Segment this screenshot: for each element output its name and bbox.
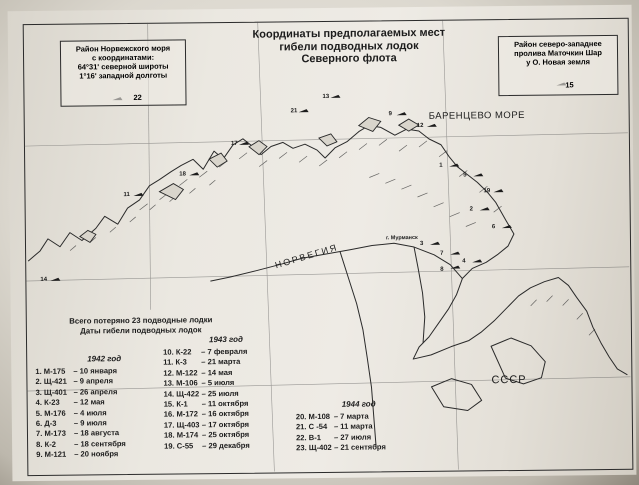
inset-norwegian-line1: Район Норвежского моря: [75, 43, 171, 54]
inset-matochkin-shar: [498, 35, 619, 96]
loss-entry-date: – 9 июля: [73, 418, 107, 428]
map-title-line1: Координаты предполагаемых мест: [252, 26, 446, 41]
grid-line: [25, 267, 629, 281]
loss-entry-submarine: 11. К-3: [163, 357, 187, 368]
islands: [79, 117, 420, 243]
loss-marker: [462, 258, 482, 264]
loss-entry-submarine: 10. К-22: [163, 347, 192, 357]
ussr-border: [414, 247, 425, 343]
svg-text:7: 7: [440, 250, 444, 257]
loss-marker: [463, 172, 483, 178]
svg-text:21: 21: [290, 108, 298, 115]
svg-text:12: 12: [416, 122, 424, 130]
map-title: [214, 26, 484, 66]
loss-marker: [291, 108, 309, 114]
inset-norwegian-line4: 1°16' западной долготы: [79, 70, 168, 81]
loss-entry-date: – 18 сентября: [74, 438, 126, 449]
loss-entry: [296, 443, 386, 454]
svg-text:1: 1: [439, 162, 443, 169]
loss-entry-date: – 4 июля: [73, 407, 107, 418]
inset-norwegian-line3: 64°31' северной широты: [77, 61, 169, 72]
loss-entry-date: – 18 августа: [73, 428, 120, 438]
lake: [431, 378, 481, 411]
inset-norwegian-marker: 22: [133, 92, 142, 102]
svg-text:17: 17: [230, 140, 238, 147]
label-murmansk: г. Мурманск: [385, 234, 418, 242]
inset-norwegian-line2: с координатами:: [91, 52, 155, 63]
loss-entry-date: – 10 января: [73, 366, 118, 376]
loss-entry-submarine: 12. М-122: [163, 368, 198, 378]
svg-text:9: 9: [388, 111, 393, 118]
svg-text:2: 2: [469, 206, 474, 213]
loss-marker: [440, 251, 460, 257]
loss-entry: [164, 440, 250, 451]
inset-norwegian-sea: [60, 39, 187, 106]
book-page: [8, 5, 637, 482]
loss-marker: [40, 277, 60, 283]
loss-entry: [36, 449, 126, 460]
losses-summary-line2: Даты гибели подводных лодок: [80, 324, 202, 336]
loss-entry-submarine: 6. Д-3: [35, 418, 57, 428]
loss-entry-submarine: 20. М-108: [295, 411, 331, 422]
svg-text:14: 14: [40, 276, 48, 283]
loss-entry-date: – 7 февраля: [201, 346, 248, 357]
loss-entry-date: – 25 октября: [201, 429, 250, 440]
loss-entry-date: – 11 октября: [201, 398, 249, 409]
loss-marker: [389, 111, 407, 117]
loss-entry-date: – 5 июля: [201, 378, 235, 388]
svg-text:19: 19: [483, 188, 491, 195]
loss-entry-date: – 11 марта: [333, 421, 373, 432]
losses-list-1944: [296, 411, 386, 453]
loss-entry-submarine: 23. Щ-402: [296, 443, 332, 453]
losses-list-1943: [163, 347, 250, 452]
svg-text:8: 8: [440, 266, 444, 273]
loss-marker: [179, 171, 199, 177]
inset-matochkin-line3: у О. Новая земля: [526, 57, 591, 67]
loss-entry-date: – 27 июля: [333, 432, 372, 442]
loss-marker: [123, 192, 143, 198]
loss-marker: [440, 266, 460, 273]
loss-entry-submarine: 2. Щ-421: [35, 377, 67, 387]
loss-marker: [420, 241, 440, 247]
loss-entry-submarine: 9. М-121: [36, 449, 67, 460]
loss-entry-submarine: 4. К-23: [35, 397, 60, 408]
island: [249, 141, 267, 155]
loss-entry-submarine: 19. С-55: [164, 440, 194, 451]
loss-marker: [483, 188, 503, 194]
label-ussr: СССР: [491, 373, 527, 387]
loss-entry-date: – 12 мая: [73, 397, 105, 407]
svg-text:5: 5: [463, 172, 467, 179]
loss-entry-submarine: 1. М-175: [35, 366, 66, 377]
loss-entry-date: – 9 апреля: [73, 376, 114, 387]
loss-entry-date: – 21 сентября: [334, 442, 386, 453]
map-title-line3: Северного флота: [301, 52, 397, 66]
loss-entry-submarine: 18. М-174: [163, 430, 199, 440]
label-barents-sea: БАРЕНЦЕВО МОРЕ: [428, 109, 526, 122]
loss-entry-submarine: 17. Щ-403: [163, 420, 200, 430]
loss-marker: [439, 163, 459, 169]
loss-entry-submarine: 5. М-176: [35, 408, 66, 418]
grid-line: [443, 20, 459, 470]
svg-text:11: 11: [123, 192, 130, 199]
terrain-hatching: [69, 137, 595, 340]
loss-marker: [417, 123, 437, 129]
loss-entry: [163, 357, 249, 368]
inset-matochkin-line1: Район северо-западнее: [514, 39, 602, 49]
year-1944-heading: 1944 год: [341, 399, 376, 409]
loss-entry-submarine: 16. М-172: [163, 409, 199, 420]
loss-entry-submarine: 8. К-2: [36, 439, 56, 449]
island: [319, 134, 337, 146]
svg-text:4: 4: [462, 258, 466, 265]
loss-entry-submarine: 22. В-1: [295, 432, 321, 443]
loss-entry-date: – 25 июля: [201, 388, 239, 398]
loss-entry-submarine: 13. М-106: [163, 378, 198, 388]
year-1943-heading: 1943 год: [208, 334, 243, 345]
map-title-line2: гибели подводных лодок: [279, 39, 419, 53]
year-1942-heading: 1942 год: [87, 354, 122, 364]
label-norway: НОРВЕГИЯ: [273, 242, 340, 271]
loss-entry-submarine: 21. С -54: [295, 422, 328, 432]
loss-entry-date: – 29 декабря: [202, 440, 250, 450]
losses-summary-line1: Всего потеряно 23 подводные лодки: [69, 315, 213, 326]
loss-entry-date: – 7 марта: [333, 411, 369, 421]
kola-coast: [412, 277, 627, 377]
inset-matochkin-marker: 15: [565, 80, 574, 90]
losses-summary: [41, 315, 241, 336]
svg-text:6: 6: [491, 224, 496, 231]
loss-entry: [296, 422, 386, 433]
losses-list-1942: [35, 366, 126, 460]
inset-matochkin-line2: пролива Маточкин Шар: [514, 48, 602, 58]
loss-entry-submarine: 15. К-1: [163, 399, 188, 409]
loss-entry-submarine: 14. Щ-422: [163, 388, 200, 399]
loss-marker: [322, 94, 340, 100]
svg-text:18: 18: [179, 171, 186, 178]
loss-entry-date: – 14 мая: [201, 367, 233, 378]
loss-entry-date: – 20 ноября: [74, 449, 119, 459]
loss-entry-submarine: 7. М-173: [35, 429, 66, 439]
svg-text:3: 3: [419, 240, 424, 247]
loss-marker: [470, 206, 490, 212]
grid-line: [258, 22, 275, 472]
loss-entry: [36, 387, 126, 398]
svg-text:13: 13: [322, 93, 330, 100]
loss-entry-date: – 26 апреля: [73, 386, 118, 397]
loss-entry-submarine: 3. Щ-401: [35, 387, 67, 397]
loss-entry-date: – 16 октября: [201, 409, 249, 419]
loss-entry-date: – 17 октября: [201, 419, 250, 430]
loss-entry-date: – 21 марта: [201, 357, 241, 367]
